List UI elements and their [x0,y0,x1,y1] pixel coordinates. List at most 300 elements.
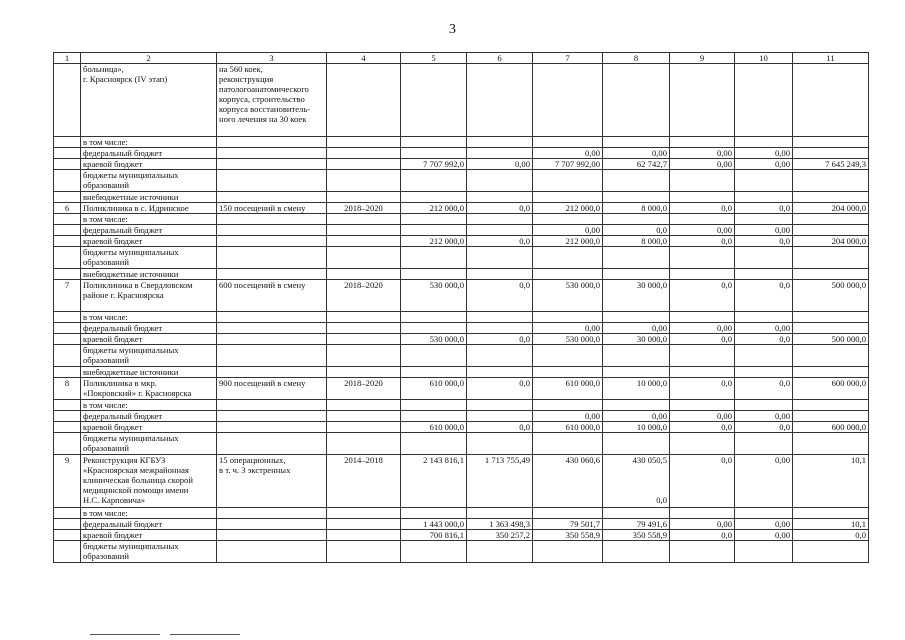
amount-cell [670,269,735,280]
amount-cell: 79 501,7 [533,519,603,530]
amount-cell: 0,0 [467,378,533,400]
item-name-cell: Поликлиника в мкр. «Покровский» г. Красноярска [81,378,217,400]
table-row [54,455,869,508]
amount-cell [467,192,533,203]
row-number-cell [54,312,81,323]
period-cell [327,508,401,519]
row-number-cell [54,170,81,192]
amount-cell: 0,0 [793,530,869,541]
row-number-cell: 7 [54,280,81,312]
item-name-cell: федеральный бюджет [81,148,217,159]
period-cell [327,519,401,530]
period-cell [327,170,401,192]
amount-cell [603,400,670,411]
amount-cell [793,170,869,192]
capacity-cell [217,159,327,170]
table-row [54,159,869,170]
amount-cell [467,170,533,192]
amount-cell: 610 000,0 [533,422,603,433]
amount-cell [735,170,793,192]
amount-cell [401,148,467,159]
amount-cell: 350 257,2 [467,530,533,541]
amount-cell: 0,0 [735,378,793,400]
capacity-cell [217,422,327,433]
amount-cell [467,323,533,334]
amount-cell: 0,00 [670,159,735,170]
row-number-cell [54,269,81,280]
column-header-3: 3 [217,53,327,64]
amount-cell: 212 000,0 [533,236,603,247]
footer-rule [90,634,160,635]
amount-cell [401,411,467,422]
amount-cell [401,541,467,563]
period-cell [327,137,401,148]
period-cell [327,236,401,247]
amount-cell [533,214,603,225]
table-row [54,334,869,345]
table-row [54,137,869,148]
amount-cell [533,508,603,519]
amount-cell [735,508,793,519]
period-cell [327,269,401,280]
item-name-cell: в том числе: [81,508,217,519]
amount-cell: 10,1 [793,455,869,508]
amount-cell [401,269,467,280]
capacity-cell: 600 посещений в смену [217,280,327,312]
period-cell [327,411,401,422]
amount-cell [670,367,735,378]
amount-cell [735,367,793,378]
table-row [54,214,869,225]
table-row [54,422,869,433]
amount-cell: 500 000,0 [793,280,869,312]
row-number-cell [54,508,81,519]
amount-cell [401,170,467,192]
period-cell [327,323,401,334]
item-name-cell: краевой бюджет [81,236,217,247]
table-row [54,411,869,422]
table-row [54,378,869,400]
amount-cell [467,269,533,280]
amount-cell: 7 707 992,0 [401,159,467,170]
item-name-cell: Поликлиника в Свердловском районе г. Красноярска [81,280,217,312]
amount-cell: 0,0 [467,236,533,247]
row-number-cell: 9 [54,455,81,508]
amount-cell: 8 000,0 [603,236,670,247]
capacity-cell [217,334,327,345]
amount-cell [670,508,735,519]
table-row [54,541,869,563]
item-name-cell: федеральный бюджет [81,411,217,422]
capacity-cell [217,148,327,159]
amount-cell: 0,00 [670,411,735,422]
capacity-cell [217,192,327,203]
amount-cell [533,64,603,137]
amount-cell [533,345,603,367]
capacity-cell [217,137,327,148]
column-header-7: 7 [533,53,603,64]
capacity-cell [217,214,327,225]
capacity-cell [217,400,327,411]
amount-cell: 10 000,0 [603,378,670,400]
amount-cell [793,433,869,455]
amount-cell [467,148,533,159]
column-header-5: 5 [401,53,467,64]
amount-cell: 0,0 [735,236,793,247]
amount-cell [401,192,467,203]
amount-cell [735,541,793,563]
amount-cell [735,269,793,280]
row-number-cell [54,367,81,378]
amount-cell: 0,0 [670,455,735,508]
item-name-cell: бюджеты муниципальных образований [81,247,217,269]
amount-cell [670,312,735,323]
table-row [54,519,869,530]
column-header-2: 2 [81,53,217,64]
amount-cell [467,541,533,563]
item-name-cell: бюджеты муниципальных образований [81,541,217,563]
table-row [54,367,869,378]
column-header-8: 8 [603,53,670,64]
item-name-cell: краевой бюджет [81,334,217,345]
amount-cell: 212 000,0 [401,203,467,214]
amount-cell [603,269,670,280]
amount-cell: 1 713 755,49 [467,455,533,508]
amount-cell [735,433,793,455]
capacity-cell [217,170,327,192]
amount-cell [603,247,670,269]
amount-cell: 610 000,0 [401,422,467,433]
amount-cell: 0,0 [467,334,533,345]
amount-cell: 0,00 [533,411,603,422]
capacity-cell [217,269,327,280]
amount-cell [467,312,533,323]
amount-cell: 204 000,0 [793,236,869,247]
amount-cell [401,137,467,148]
amount-cell: 0,0 [670,280,735,312]
table-row [54,64,869,137]
amount-cell: 530 000,0 [533,334,603,345]
period-cell [327,214,401,225]
row-number-cell [54,411,81,422]
item-name-cell: внебюджетные источники [81,269,217,280]
item-name-cell: больница», г. Красноярск (IV этап) [81,64,217,137]
period-cell: 2014–2018 [327,455,401,508]
table-row [54,312,869,323]
amount-cell: 0,00 [670,519,735,530]
amount-cell [401,225,467,236]
column-header-9: 9 [670,53,735,64]
amount-cell: 7 645 249,3 [793,159,869,170]
period-cell [327,225,401,236]
item-name-cell: бюджеты муниципальных образований [81,170,217,192]
capacity-cell [217,433,327,455]
row-number-cell: 6 [54,203,81,214]
capacity-cell: 900 посещений в смену [217,378,327,400]
item-name-cell: федеральный бюджет [81,519,217,530]
capacity-cell [217,411,327,422]
amount-cell [670,192,735,203]
amount-cell: 10 000,0 [603,422,670,433]
amount-cell: 530 000,0 [401,280,467,312]
item-name-cell: в том числе: [81,312,217,323]
amount-cell: 0,00 [735,148,793,159]
amount-cell: 0,0 [467,280,533,312]
period-cell [327,148,401,159]
capacity-cell [217,247,327,269]
column-header-4: 4 [327,53,401,64]
table-row [54,247,869,269]
period-cell [327,433,401,455]
amount-cell: 610 000,0 [401,378,467,400]
item-name-cell: в том числе: [81,214,217,225]
amount-cell: 79 491,6 [603,519,670,530]
amount-cell [793,269,869,280]
amount-cell [603,433,670,455]
item-name-cell: внебюджетные источники [81,192,217,203]
amount-cell: 0,00 [670,148,735,159]
amount-cell [401,367,467,378]
item-name-cell: в том числе: [81,137,217,148]
amount-cell: 0,0 [735,280,793,312]
amount-cell: 30 000,0 [603,334,670,345]
amount-cell [793,312,869,323]
amount-cell: 0,0 [670,378,735,400]
capacity-cell [217,312,327,323]
row-number-cell [54,148,81,159]
amount-cell [533,312,603,323]
amount-cell: 0,00 [533,323,603,334]
item-name-cell: краевой бюджет [81,422,217,433]
capacity-cell [217,508,327,519]
amount-cell [735,137,793,148]
row-number-cell [54,137,81,148]
item-name-cell: бюджеты муниципальных образований [81,345,217,367]
capacity-cell [217,530,327,541]
row-number-cell [54,214,81,225]
amount-cell [735,247,793,269]
amount-cell [533,170,603,192]
amount-cell [533,541,603,563]
amount-cell: 0,0 [467,422,533,433]
row-number-cell [54,236,81,247]
row-number-cell [54,247,81,269]
header-row [54,53,869,64]
amount-cell [670,214,735,225]
amount-cell: 350 558,9 [533,530,603,541]
table-row [54,530,869,541]
amount-cell [670,433,735,455]
row-number-cell [54,159,81,170]
capacity-cell [217,541,327,563]
period-cell [327,400,401,411]
row-number-cell [54,422,81,433]
row-number-cell: 8 [54,378,81,400]
amount-cell [401,323,467,334]
item-name-cell: Реконструкция КГБУЗ «Красноярская межрайонная клиническая больница скорой медицинской помощи имени Н.С. Карповича» [81,455,217,508]
amount-cell: 600 000,0 [793,422,869,433]
amount-cell [735,312,793,323]
amount-cell [793,137,869,148]
amount-cell: 204 000,0 [793,203,869,214]
amount-cell [533,269,603,280]
amount-cell [735,192,793,203]
amount-cell [603,214,670,225]
amount-cell [603,312,670,323]
item-name-cell: в том числе: [81,400,217,411]
column-header-10: 10 [735,53,793,64]
amount-cell [401,433,467,455]
row-number-cell [54,400,81,411]
period-cell: 2018–2020 [327,203,401,214]
amount-cell [793,508,869,519]
amount-cell [793,541,869,563]
amount-cell [793,192,869,203]
amount-cell: 0,00 [735,159,793,170]
amount-cell: 62 742,7 [603,159,670,170]
amount-cell [603,64,670,137]
capacity-cell: 150 посещений в смену [217,203,327,214]
amount-cell: 530 000,0 [401,334,467,345]
amount-cell [603,367,670,378]
period-cell [327,247,401,269]
amount-cell [793,214,869,225]
column-header-6: 6 [467,53,533,64]
amount-cell [603,541,670,563]
amount-cell [401,400,467,411]
capacity-cell [217,345,327,367]
capacity-cell [217,236,327,247]
capacity-cell [217,323,327,334]
period-cell [327,64,401,137]
budget-table [53,52,869,563]
amount-cell [533,433,603,455]
period-cell [327,367,401,378]
period-cell: 2018–2020 [327,378,401,400]
amount-cell [467,433,533,455]
amount-cell: 0,00 [735,519,793,530]
amount-cell: 1 363 498,3 [467,519,533,530]
amount-cell [735,214,793,225]
row-number-cell [54,225,81,236]
amount-cell [533,367,603,378]
amount-cell [603,192,670,203]
amount-cell [793,323,869,334]
amount-cell [735,64,793,137]
table-row [54,269,869,280]
amount-cell [670,170,735,192]
item-name-cell: краевой бюджет [81,530,217,541]
amount-cell [670,137,735,148]
amount-cell [467,247,533,269]
amount-cell: 212 000,0 [533,203,603,214]
row-number-cell [54,192,81,203]
amount-cell [533,400,603,411]
amount-cell: 0,00 [670,225,735,236]
amount-cell: 0,00 [735,530,793,541]
item-name-cell: внебюджетные источники [81,367,217,378]
amount-cell [467,508,533,519]
amount-cell [603,508,670,519]
amount-cell: 0,00 [735,323,793,334]
amount-cell: 0,0 [735,334,793,345]
item-name-cell: федеральный бюджет [81,225,217,236]
amount-cell: 0,0 [603,225,670,236]
amount-cell: 0,00 [603,323,670,334]
amount-cell [533,137,603,148]
capacity-cell [217,225,327,236]
amount-cell: 8 000,0 [603,203,670,214]
amount-cell: 1 443 000,0 [401,519,467,530]
table-row [54,203,869,214]
amount-cell: 30 000,0 [603,280,670,312]
item-name-cell: краевой бюджет [81,159,217,170]
amount-cell [467,411,533,422]
table-row [54,400,869,411]
capacity-cell: на 560 коек, реконструкция патологоанатомического корпуса, строительство корпуса восстановитель- ного лечения на 30 коек [217,64,327,137]
row-number-cell [54,334,81,345]
amount-cell: 0,0 [670,203,735,214]
amount-cell: 0,00 [467,159,533,170]
amount-cell [670,345,735,367]
amount-cell: 10,1 [793,519,869,530]
amount-cell: 500 000,0 [793,334,869,345]
amount-cell [793,247,869,269]
amount-cell [401,345,467,367]
amount-cell: 212 000,0 [401,236,467,247]
period-cell [327,422,401,433]
row-number-cell [54,519,81,530]
table-row [54,345,869,367]
row-number-cell [54,323,81,334]
amount-cell [401,508,467,519]
column-header-1: 1 [54,53,81,64]
capacity-cell: 15 операционных, в т. ч. 3 экстренных [217,455,327,508]
amount-cell [670,247,735,269]
amount-cell: 610 000,0 [533,378,603,400]
amount-cell: 430 050,5 0,0 [603,455,670,508]
amount-cell [467,345,533,367]
period-cell [327,192,401,203]
table-row [54,280,869,312]
amount-cell [670,64,735,137]
amount-cell: 0,00 [735,411,793,422]
period-cell [327,530,401,541]
row-number-cell [54,433,81,455]
row-number-cell [54,530,81,541]
item-name-cell: федеральный бюджет [81,323,217,334]
amount-cell [603,170,670,192]
amount-cell [467,137,533,148]
amount-cell: 530 000,0 [533,280,603,312]
period-cell [327,159,401,170]
amount-cell: 430 060,6 [533,455,603,508]
period-cell [327,312,401,323]
table-row [54,170,869,192]
page-number: 3 [449,22,456,37]
amount-cell: 2 143 816,1 [401,455,467,508]
amount-cell: 0,00 [533,148,603,159]
amount-cell [670,541,735,563]
amount-cell: 0,0 [670,422,735,433]
table-row [54,225,869,236]
amount-cell [467,225,533,236]
amount-cell [401,312,467,323]
item-name-cell: бюджеты муниципальных образований [81,433,217,455]
amount-cell [467,367,533,378]
amount-cell [793,345,869,367]
amount-cell: 600 000,0 [793,378,869,400]
